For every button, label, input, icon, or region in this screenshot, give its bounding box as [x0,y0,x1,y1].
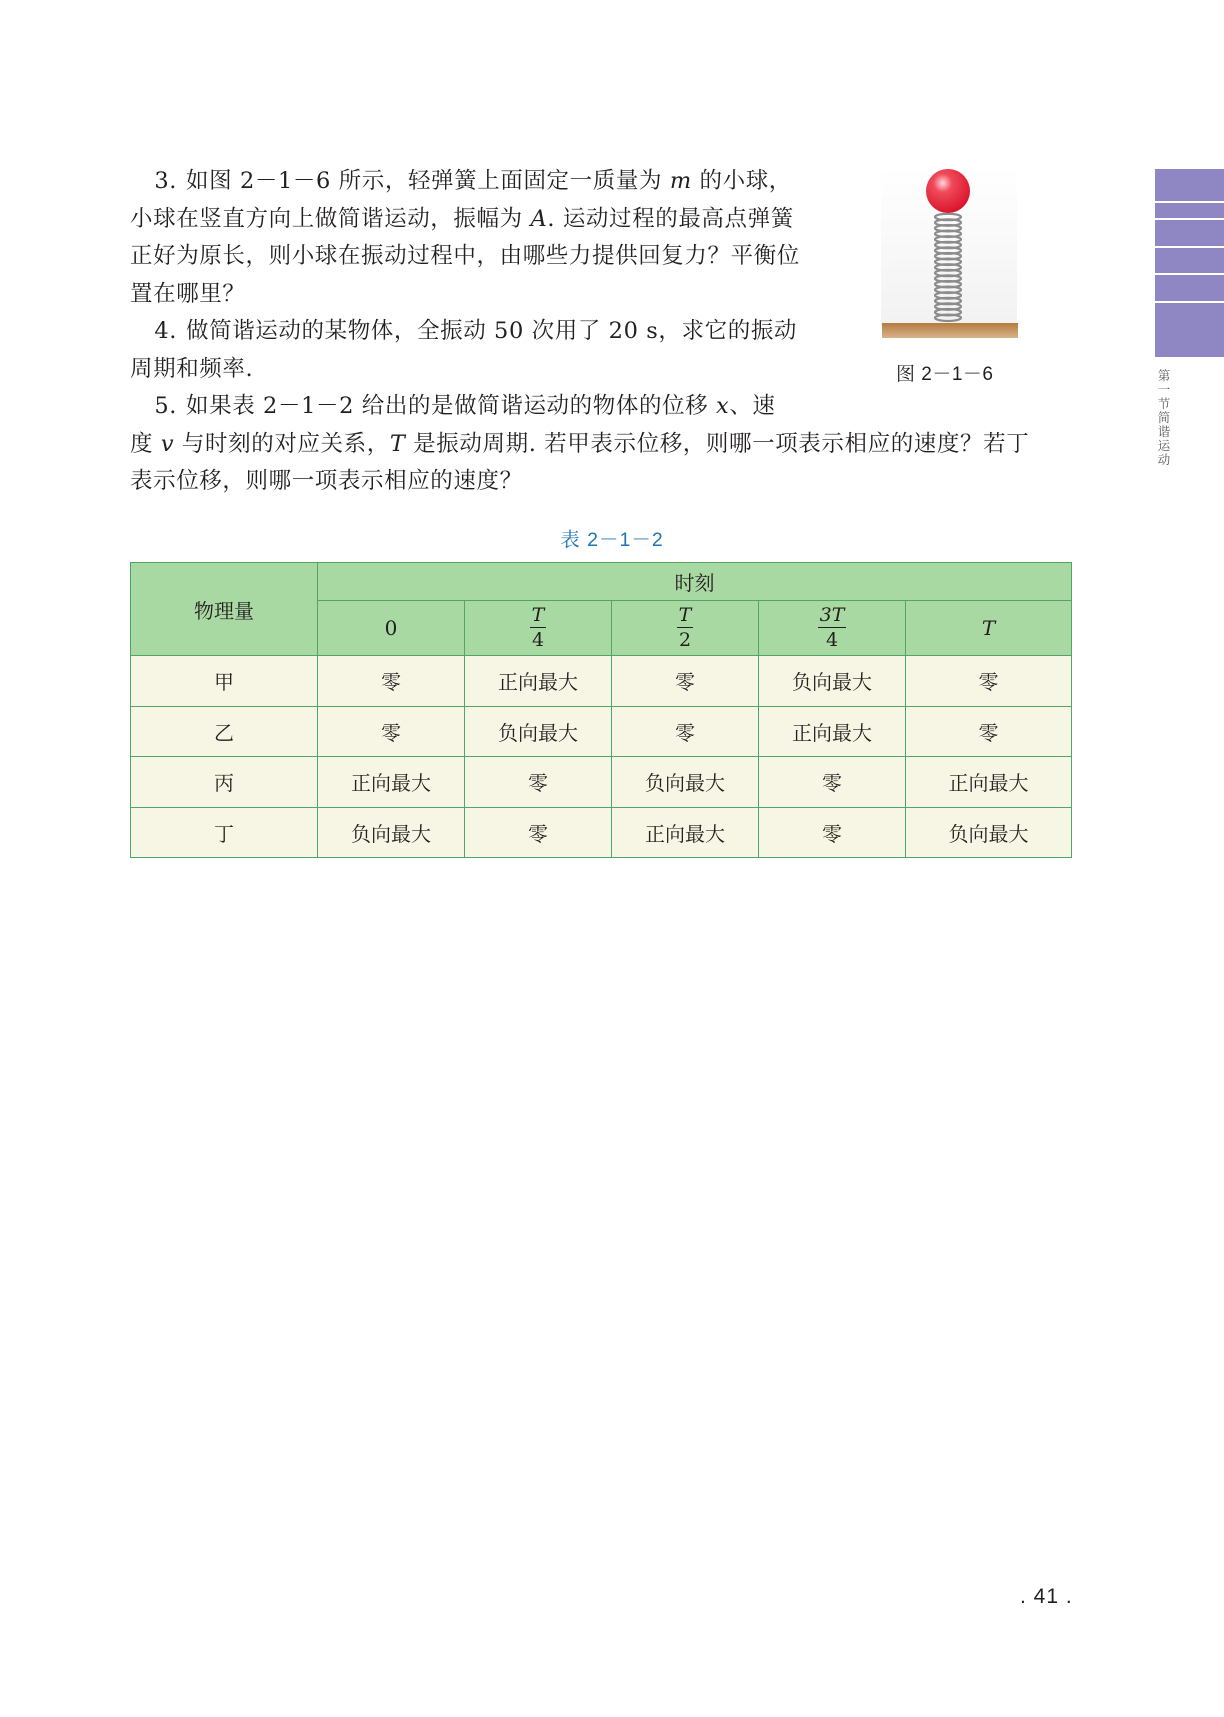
fraction [530,603,547,652]
time-column-header [318,601,465,656]
math-variable: A [530,205,548,232]
table-cell: 负向最大 [318,807,465,858]
text-run: 置在哪里？ [130,280,246,307]
table-cell: 零 [906,706,1072,757]
problem-5 [130,388,1070,501]
table-cell: 负向最大 [906,807,1072,858]
time-column-header [759,601,906,656]
data-table [130,562,1072,858]
text-line [130,388,822,426]
table-cell: 正向最大 [612,807,759,858]
chapter-side-label: 第一节 简谐运动 [1157,369,1171,467]
text-run: 表示位移，则哪一项表示相应的速度？ [130,468,523,494]
figure-caption: 图 2－1－6 [896,364,994,385]
row-label: 丙 [131,757,318,808]
tab-divider [1155,201,1224,203]
text-run: 与时刻的对应关系， [174,430,390,457]
time-group-header: 时刻 [318,563,1072,601]
fraction-denominator: 2 [678,629,692,652]
math-variable: m [669,168,692,194]
math-variable: T [389,430,406,457]
problem-number: 4. [154,318,177,344]
fraction [818,603,847,652]
fraction-numerator: 3T [819,603,845,626]
table-cell: 零 [759,807,906,858]
tab-divider [1155,301,1224,303]
tab-divider [1155,246,1224,248]
time-value: 0 [384,616,398,640]
table-row [131,706,1072,757]
fraction-numerator: T [678,603,692,626]
table-cell: 零 [906,656,1072,707]
fraction-numerator: T [531,603,545,626]
text-run: 、速 [729,393,776,419]
table-body [131,656,1072,858]
math-variable: x [716,393,730,419]
math-variable: v [160,430,175,457]
spring-ball-figure [880,167,1020,382]
fraction-denominator: 4 [531,629,545,652]
text-run: 周期和频率. [130,355,254,382]
text-line [130,463,1070,501]
text-line [130,426,1070,464]
tab-divider [1155,273,1224,275]
table-cell: 零 [612,656,759,707]
time-value: T [981,616,996,640]
fraction [677,603,694,652]
table-row [131,757,1072,808]
text-run: 小球在竖直方向上做简谐运动，振幅为 [130,205,531,232]
table-cell: 正向最大 [318,757,465,808]
table-cell: 零 [612,706,759,757]
text-run: 的小球， [691,168,792,194]
table-cell: 负向最大 [465,706,612,757]
table-row [131,656,1072,707]
table-header [131,563,1072,656]
time-column-header [465,601,612,656]
figure-base [882,323,1018,338]
problem-number: 3. [154,168,177,194]
tab-divider [1155,218,1224,220]
row-label: 甲 [131,656,318,707]
problem-number: 5. [154,393,177,419]
text-run: 正好为原长，则小球在振动过程中，由哪些力提供回复力？平衡位 [130,243,800,269]
text-run: . 运动过程的最高点弹簧 [547,205,794,232]
text-run: 是振动周期. 若甲表示位移，则哪一项表示相应的速度？若丁 [405,430,1030,457]
text-run: 如图 2－1－6 所示，轻弹簧上面固定一质量为 [186,168,670,194]
table-title: 表 2－1－2 [560,529,664,551]
corner-header: 物理量 [131,563,318,656]
table-cell: 零 [759,757,906,808]
table-cell: 负向最大 [612,757,759,808]
fraction-denominator: 4 [825,629,839,652]
text-run: 如果表 2－1－2 给出的是做简谐运动的物体的位移 [186,393,717,419]
ball [926,169,970,213]
text-run: 度 [130,430,161,457]
page-number: . 41 . [1020,1585,1073,1608]
text-line [130,276,822,314]
row-label: 乙 [131,706,318,757]
time-column-header [612,601,759,656]
table-cell: 正向最大 [906,757,1072,808]
text-line [130,238,822,276]
text-line [130,313,822,351]
chapter-side-tab [1155,169,1224,357]
text-run: 做简谐运动的某物体，全振动 50 次用了 20 s，求它的振动 [186,318,798,344]
time-column-header [906,601,1072,656]
table-cell: 正向最大 [759,706,906,757]
text-line [130,201,822,239]
table-row [131,807,1072,858]
table-cell: 零 [465,807,612,858]
table-cell: 正向最大 [465,656,612,707]
text-line [130,163,822,201]
table-cell: 负向最大 [759,656,906,707]
text-line [130,351,822,389]
table-cell: 零 [318,656,465,707]
table-cell: 零 [318,706,465,757]
row-label: 丁 [131,807,318,858]
table-cell: 零 [465,757,612,808]
